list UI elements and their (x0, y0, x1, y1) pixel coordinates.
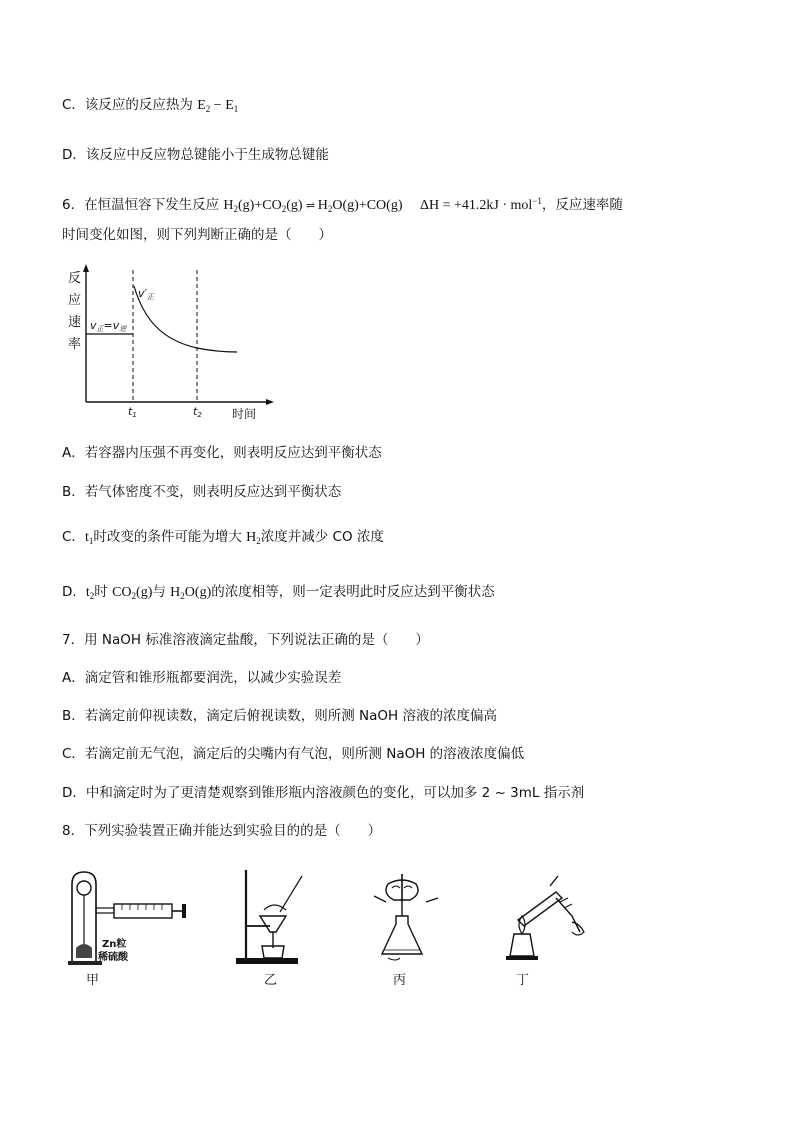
reactant-co2-state: (g) (286, 198, 303, 213)
option-text: 的浓度相等，则一定表明此时反应达到平衡状态 (211, 584, 495, 600)
q6-option-a: A．若容器内压强不再变化，则表明反应达到平衡状态 (62, 445, 382, 461)
co2-symbol: CO (112, 585, 132, 600)
y-label-char: 反 (68, 271, 82, 286)
option-text: 与 (152, 584, 171, 600)
option-text: 时改变的条件可能为增大 (93, 529, 247, 545)
y-label-char: 速 (68, 315, 82, 330)
option-letter: D． (62, 584, 86, 600)
option-text: 浓度并减少 CO 浓度 (260, 529, 384, 545)
q7-option-d: D．中和滴定时为了更清楚观察到锥形瓶内溶液颜色的变化，可以加多 2 ~ 3mL 指示剂 (62, 785, 585, 801)
y-axis-label (68, 271, 81, 352)
q7-option-a: A．滴定管和锥形瓶都要润洗，以减少实验误差 (62, 670, 342, 686)
q6-stem (62, 191, 623, 219)
co2-state: (g) (136, 585, 153, 600)
y-label-char: 应 (68, 293, 82, 308)
apparatus-yi (230, 866, 320, 966)
time-subscript: 2 (89, 591, 95, 601)
q7-option-b: B．若滴定前仰视读数，滴定后俯视读数，则所测 NaOH 溶液的浓度偏高 (62, 708, 497, 724)
reactant-h2: H (223, 198, 234, 213)
new-forward-rate-label: v′正 (138, 287, 155, 301)
t2-tick-label: t2 (193, 405, 202, 419)
h2o-subscript: 2 (180, 591, 185, 601)
enthalpy-value: ΔH = +41.2kJ · mol (420, 198, 533, 213)
figure-label-ding: 丁 (516, 973, 530, 988)
time-symbol: t (85, 585, 90, 600)
q6-option-d (62, 582, 495, 606)
e2-subscript: 2 (205, 104, 211, 114)
q6-stem-suffix: ，反应速率随 (541, 197, 623, 213)
figure-label-yi: 乙 (264, 973, 278, 988)
apparatus-ding (500, 872, 590, 964)
h2o-rest: O(g) (184, 585, 212, 600)
figure-label-bing: 丙 (393, 973, 407, 988)
q5-option-d: D．该反应中反应物总键能小于生成物总键能 (62, 147, 329, 163)
time-subscript: 1 (88, 536, 94, 546)
product-co: CO(g) (366, 198, 403, 213)
product-h2o-rest: O(g) (332, 198, 359, 213)
plus-sign: + (254, 198, 263, 213)
q6-stem-line2: 时间变化如图，则下列判断正确的是（ ） (62, 227, 332, 243)
reactant-co2-sub: 2 (281, 204, 287, 214)
q6-stem-prefix: 6．在恒温恒容下发生反应 (62, 197, 224, 213)
option-letter: C． (62, 529, 85, 545)
x-axis-arrow-icon (266, 399, 274, 405)
h2-subscript: 2 (256, 536, 261, 546)
equilibrium-label: v正=v逆 (90, 319, 127, 333)
x-axis-label: 时间 (232, 407, 257, 421)
equilibrium-arrow-icon: ⇌ (306, 200, 315, 212)
e1-symbol: E (225, 98, 234, 113)
q6-reaction (223, 198, 541, 213)
h2o-symbol: H (170, 585, 181, 600)
e2-symbol: E (197, 98, 206, 113)
q5-option-c-text: C．该反应的反应热为 (62, 97, 198, 113)
h2-symbol: H (246, 530, 257, 545)
q5-option-c (62, 95, 238, 119)
product-h2o: H (317, 198, 328, 213)
jia-zn-label: Zn粒 (102, 939, 127, 950)
apparatus-bing (370, 872, 440, 964)
t1-tick-label: t1 (128, 405, 137, 419)
q7-option-c: C．若滴定前无气泡，滴定后的尖嘴内有气泡，则所测 NaOH 的溶液浓度偏低 (62, 746, 525, 762)
enthalpy-unit-exponent: −1 (532, 196, 542, 206)
q6-option-c (62, 527, 384, 551)
q7-stem: 7．用 NaOH 标准溶液滴定盐酸，下列说法正确的是（ ） (62, 632, 429, 648)
co2-subscript: 2 (131, 591, 137, 601)
q6-option-b: B．若气体密度不变，则表明反应达到平衡状态 (62, 484, 342, 500)
minus-sign: − (210, 98, 226, 113)
product-h2o-sub: 2 (327, 204, 333, 214)
figure-label-jia: 甲 (86, 973, 100, 988)
reactant-h2-state: (g) (238, 198, 255, 213)
option-text: 时 (94, 584, 113, 600)
reactant-h2-sub: 2 (233, 204, 239, 214)
rate-time-graph (62, 262, 282, 422)
plus-sign: + (358, 198, 367, 213)
jia-acid-label: 稀硫酸 (98, 952, 128, 963)
y-axis-arrow-icon (83, 264, 89, 272)
time-symbol: t (84, 530, 89, 545)
y-label-char: 率 (68, 337, 82, 352)
q8-stem: 8．下列实验装置正确并能达到实验目的的是（ ） (62, 823, 382, 839)
e1-subscript: 1 (233, 104, 239, 114)
reactant-co2: CO (262, 198, 282, 213)
